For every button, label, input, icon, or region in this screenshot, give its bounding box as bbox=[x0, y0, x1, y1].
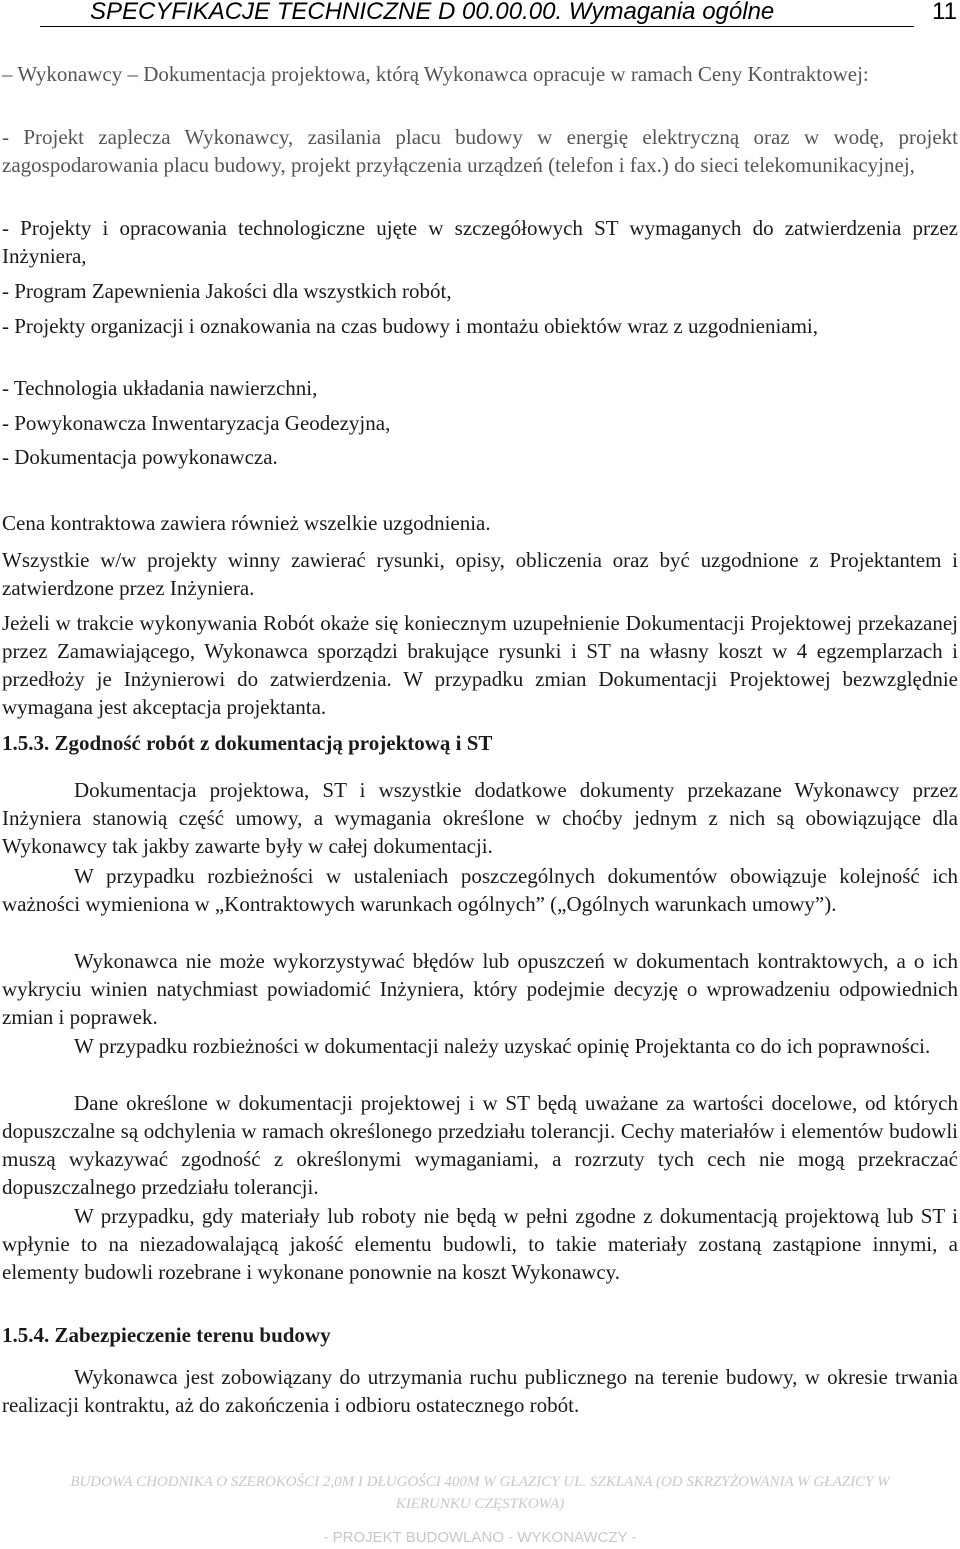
list-item-technologia: - Technologia układania nawierzchni, bbox=[2, 376, 318, 400]
list-item-dokumentacja: - Dokumentacja powykonawcza. bbox=[2, 445, 278, 469]
paragraph-zab1: Wykonawca jest zobowiązany do utrzymania ruchu publicznego na terenie budowy, w okresie trwania realizacji kontraktu, aż do zakończenia i odbioru ostatecznego robót. bbox=[2, 1365, 958, 1417]
paragraph-wszystkie: Wszystkie w/w projekty winny zawierać rysunki, opisy, obliczenia oraz być uzgodnione z Projektantem i zatwierdzone przez Inżyniera. bbox=[2, 548, 958, 600]
paragraph-cena: Cena kontraktowa zawiera również wszelkie uzgodnienia. bbox=[2, 511, 491, 535]
header-title: SPECYFIKACJE TECHNICZNE D 00.00.00. Wymagania ogólne bbox=[90, 0, 775, 25]
footer-line-1: BUDOWA CHODNIKA O SZEROKOŚCI 2,0M I DŁUGOŚCI 400M W GŁAZICY UL. SZKLANA (OD SKRZYŻOWANIA W GŁAZICY W bbox=[70, 1474, 890, 1490]
header-rule bbox=[40, 26, 914, 27]
paragraph-dok5: Dane określone w dokumentacji projektowej i w ST będą uważane za wartości docelowe, od których dopuszczalne są odchylenia w ramach określonego przedziału tolerancji. Cechy materiałów i elementów budowli muszą wykazywać zgodność z określonymi wymaganiami, a rozrzuty tych cech nie mogą przekraczać dopuszczalnego przedziału tolerancji. bbox=[2, 1091, 958, 1199]
page-number: 11 bbox=[932, 0, 957, 25]
paragraph-dok4: W przypadku rozbieżności w dokumentacji należy uzyskać opinię Projektanta co do ich poprawności. bbox=[74, 1034, 931, 1058]
list-item-inwentaryzacja: - Powykonawcza Inwentaryzacja Geodezyjna, bbox=[2, 411, 391, 435]
list-item-organizacji: - Projekty organizacji i oznakowania na czas budowy i montażu obiektów wraz z uzgodnieniami, bbox=[2, 314, 819, 338]
section-heading-1-5-3: 1.5.3. Zgodność robót z dokumentacją projektową i ST bbox=[2, 731, 493, 755]
paragraph-dok6: W przypadku, gdy materiały lub roboty nie będą w pełni zgodne z dokumentacją projektową lub ST i wpłynie to na niezadowalającą jakość elementu budowli, to takie materiały zostaną zastąpione innymi, a elementy budowli rozebrane i wykonane ponownie na koszt Wykonawcy. bbox=[2, 1204, 958, 1284]
page-header bbox=[0, 0, 960, 30]
paragraph-jezeli: Jeżeli w trakcie wykonywania Robót okaże się koniecznym uzupełnienie Dokumentacji Projektowej przekazanej przez Zamawiającego, Wykonawca sporządzi brakujące rysunki i ST na własny koszt w 4 egzemplarzach i przedłoży je Inżynierowi do zatwierdzenia. W przypadku zmian Dokumentacji Projektowej bezwzględnie wymagana jest akceptacja projektanta. bbox=[2, 611, 958, 719]
paragraph-dok1: Dokumentacja projektowa, ST i wszystkie dodatkowe dokumenty przekazane Wykonawcy przez Inżyniera stanowią część umowy, a wymagania określone w choćby jednym z nich są obowiązujące dla Wykonawcy tak jakby zawarte były w całej dokumentacji. bbox=[2, 778, 958, 858]
paragraph-dok3: Wykonawca nie może wykorzystywać błędów lub opuszczeń w dokumentach kontraktowych, a o ich wykryciu winien natychmiast powiadomić Inżyniera, który podejmie decyzję o wprowadzeniu odpowiednich zmian i poprawek. bbox=[2, 949, 958, 1029]
footer-line-3: - PROJEKT BUDOWLANO - WYKONAWCZY - bbox=[323, 1529, 637, 1546]
footer-line-2: KIERUNKU CZĘSTKOWA) bbox=[395, 1496, 565, 1512]
list-item-program: - Program Zapewnienia Jakości dla wszystkich robót, bbox=[2, 279, 452, 303]
paragraph-dok2: W przypadku rozbieżności w ustaleniach poszczególnych dokumentów obowiązuje kolejność ich ważności wymieniona w „Kontraktowych warunkach ogólnych” („Ogólnych warunkach umowy”). bbox=[2, 864, 958, 916]
list-item-zaplecze: - Projekt zaplecza Wykonawcy, zasilania placu budowy w energię elektryczną oraz w wodę, projekt zagospodarowania placu budowy, projekt przyłączenia urządzeń (telefon i fax.) do sieci telekomunikacyjnej, bbox=[2, 125, 958, 177]
section-heading-1-5-4: 1.5.4. Zabezpieczenie terenu budowy bbox=[2, 1323, 331, 1347]
paragraph-wykonawcy: – Wykonawcy – Dokumentacja projektowa, którą Wykonawca opracuje w ramach Ceny Kontraktowej: bbox=[2, 62, 869, 86]
list-item-technologiczne: - Projekty i opracowania technologiczne ujęte w szczegółowych ST wymaganych do zatwierdzenia przez Inżyniera, bbox=[2, 216, 958, 268]
